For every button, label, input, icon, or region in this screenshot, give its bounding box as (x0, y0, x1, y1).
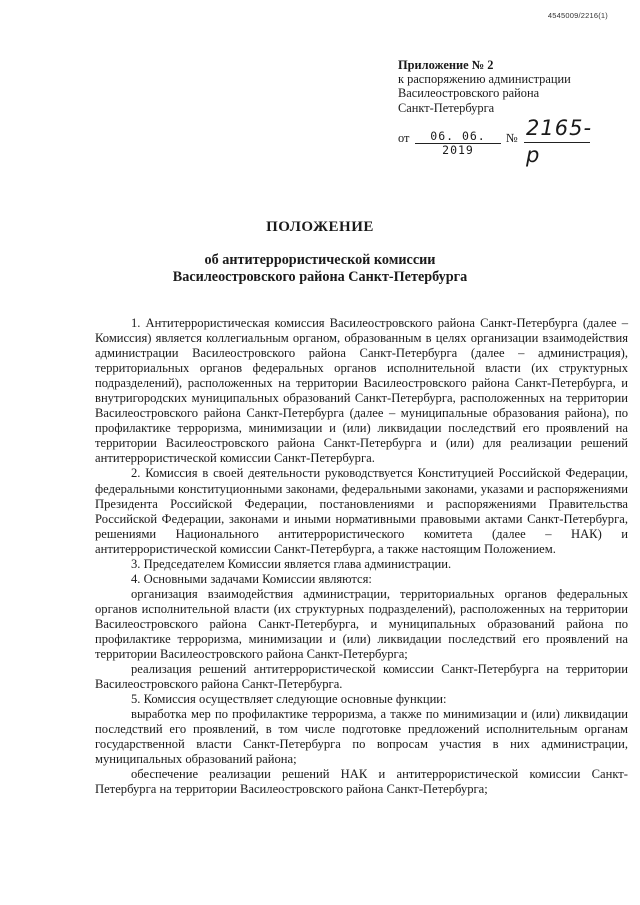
paragraph-3: 3. Председателем Комиссии является глава администрации. (131, 556, 452, 571)
document-title: ПОЛОЖЕНИЕ (266, 219, 374, 235)
annex-date-line (398, 115, 628, 167)
paragraph-5: 5. Комиссия осуществляет следующие основные функции: (131, 692, 447, 707)
paragraph-1: 1. Антитеррористическая комиссия Василеостровского района Санкт-Петербурга (далее – Комиссия) является коллегиальным органом, образованным в целях организации взаимодействия администрации Василеостровского района Санкт-Петербурга (далее – администрация), территориальных органов федеральных органов исполнительной власти (их структурных подразделений), расположенных на территории Василеостровского района Санкт-Петербурга, и внутригородских муниципальных образований Санкт-Петербурга, расположенных на территории Василеостровского района Санкт-Петербурга (далее – муниципальные образования района), по профилактике терроризма, минимизации и (или) ликвидации последствий его проявлений на территории Василеостровского района Санкт-Петербурга и (или) для реализации решений антитеррористической комиссии Санкт-Петербурга. (95, 316, 628, 466)
paragraph-5-item-1: выработка мер по профилактике терроризма, а также по минимизации и (или) ликвидации последствий его проявлений, в том числе подготовке предложений исполнительным органам государственной власти Санкт-Петербурга по вопросам участия в них администрации, муниципальных образований района; (95, 707, 628, 767)
document-body (95, 316, 628, 798)
paragraph-4-item-2: реализация решений антитеррористической комиссии Санкт-Петербурга на территории Василеостровского района Санкт-Петербурга. (95, 662, 628, 692)
number-prefix: № (506, 130, 518, 145)
paragraph-4-item-1: организация взаимодействия администрации, территориальных органов федеральных органов исполнительной власти (их структурных подразделений), расположенных на территории Василеостровского района Санкт-Петербурга, и муниципальных образований района по профилактике терроризма, минимизации и (или) ликвидации последствий его проявлений на территории Василеостровского района Санкт-Петербурга; (95, 586, 628, 662)
annex-line-1: к распоряжению администрации (398, 72, 571, 87)
annex-line-3: Санкт-Петербурга (398, 100, 495, 115)
annex-block (398, 58, 628, 167)
paragraph-4: 4. Основными задачами Комиссии являются: (131, 571, 372, 586)
order-number-handwritten: 2165-р (526, 115, 593, 167)
subtitle-line-1: об антитеррористической комиссии (204, 252, 436, 268)
document-subtitle (0, 252, 640, 286)
annex-line-2: Василеостровского района (398, 86, 540, 101)
date-prefix: от (398, 130, 410, 145)
order-date: 06. 06. 2019 (415, 123, 501, 144)
paragraph-5-item-2: обеспечение реализации решений НАК и антитеррористической комиссии Санкт-Петербурга на территории Василеостровского района Санкт-Петербурга; (95, 767, 628, 797)
annex-title: Приложение № 2 (398, 58, 494, 72)
registration-number: 4545009/2216(1) (547, 11, 608, 20)
subtitle-line-2: Василеостровского района Санкт-Петербурга (172, 269, 468, 285)
paragraph-2: 2. Комиссия в своей деятельности руководствуется Конституцией Российской Федерации, федеральными конституционными законами, федеральными законами, указами и распоряжениями Президента Российской Федерации, постановлениями и распоряжениями Правительства Российской Федерации, законами и иными нормативными правовыми актами Санкт-Петербурга, решениями Национального антитеррористического комитета (далее – НАК) и антитеррористической комиссии Санкт-Петербурга, а также настоящим Положением. (95, 466, 628, 556)
